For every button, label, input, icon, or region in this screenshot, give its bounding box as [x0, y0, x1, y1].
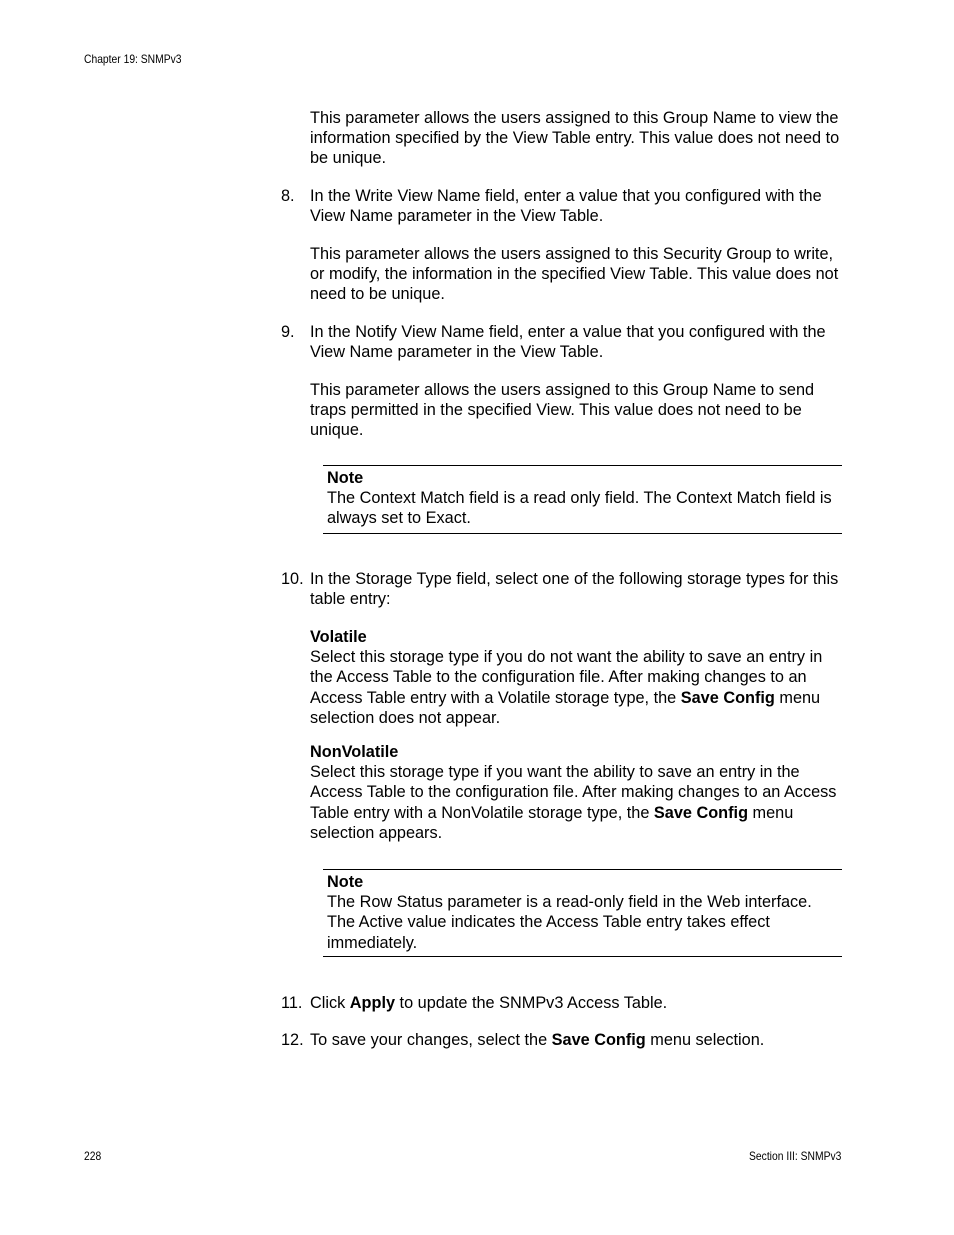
- emphasis: Save Config: [551, 1031, 646, 1049]
- note-box: [323, 465, 842, 534]
- intro-paragraph: This parameter allows the users assigned to this Group Name to view the information specified by the View Table entry. This value does not need to be unique.: [310, 109, 840, 168]
- definition-text: Select this storage type if you do not want the ability to save an entry in the Access Table to the configuration file. After making changes to an Access Table entry with a Volatile storage type, the: [310, 648, 823, 707]
- step-text: In the Write View Name field, enter a value that you configured with the View Name parameter in the View Table.: [310, 187, 822, 226]
- step-number: 12.: [281, 1031, 304, 1049]
- emphasis: Save Config: [653, 803, 749, 822]
- step-text: [310, 1030, 846, 1050]
- note-text: The Row Status parameter is a read-only field in the Web interface. The Active value indicates the Access Table entry takes effect immediately.: [327, 893, 812, 952]
- running-footer-section: Section III: SNMPv3: [748, 1149, 841, 1163]
- term-volatile: Volatile: [310, 628, 367, 646]
- step-number: 11.: [281, 994, 303, 1012]
- storage-type-nonvolatile: [310, 742, 846, 843]
- step-number: 8.: [281, 187, 295, 205]
- running-header: Chapter 19: SNMPv3: [84, 52, 182, 66]
- emphasis: Apply: [349, 994, 396, 1012]
- page-number: 228: [84, 1149, 102, 1163]
- step-number: 10.: [281, 570, 304, 588]
- note-title: Note: [327, 469, 364, 487]
- step-9-detail: This parameter allows the users assigned to this Group Name to send traps permitted in the specified View. This value does not need to be unique.: [310, 381, 815, 440]
- note-text: The Context Match field is a read only field. The Context Match field is always set to Exact.: [327, 489, 832, 528]
- note-title: Note: [327, 873, 364, 891]
- text-run: menu selection.: [645, 1031, 765, 1049]
- storage-type-volatile: [310, 627, 846, 728]
- definition-text: menu selection does not appear.: [310, 688, 821, 727]
- step-text: In the Notify View Name field, enter a value that you configured with the View Name parameter in the View Table.: [310, 323, 826, 362]
- definition-text: Select this storage type if you want the ability to save an entry in the Access Table to the configuration file. After making changes to an Access Table entry with a NonVolatile storage type, the: [310, 763, 837, 822]
- term-nonvolatile: NonVolatile: [310, 743, 399, 761]
- definition-text: menu selection appears.: [310, 803, 794, 842]
- emphasis: Save Config: [680, 688, 775, 707]
- step-8-detail: This parameter allows the users assigned to this Security Group to write, or modify, the information in the specified View Table. This value does not need to be unique.: [310, 245, 839, 304]
- text-run: Click: [310, 994, 350, 1012]
- step-text: In the Storage Type field, select one of the following storage types for this table entry:: [310, 570, 839, 609]
- text-run: to update the SNMPv3 Access Table.: [395, 994, 668, 1012]
- step-text: [310, 993, 846, 1013]
- step-number: 9.: [281, 323, 295, 341]
- text-run: To save your changes, select the: [310, 1031, 552, 1049]
- note-box: [323, 869, 842, 957]
